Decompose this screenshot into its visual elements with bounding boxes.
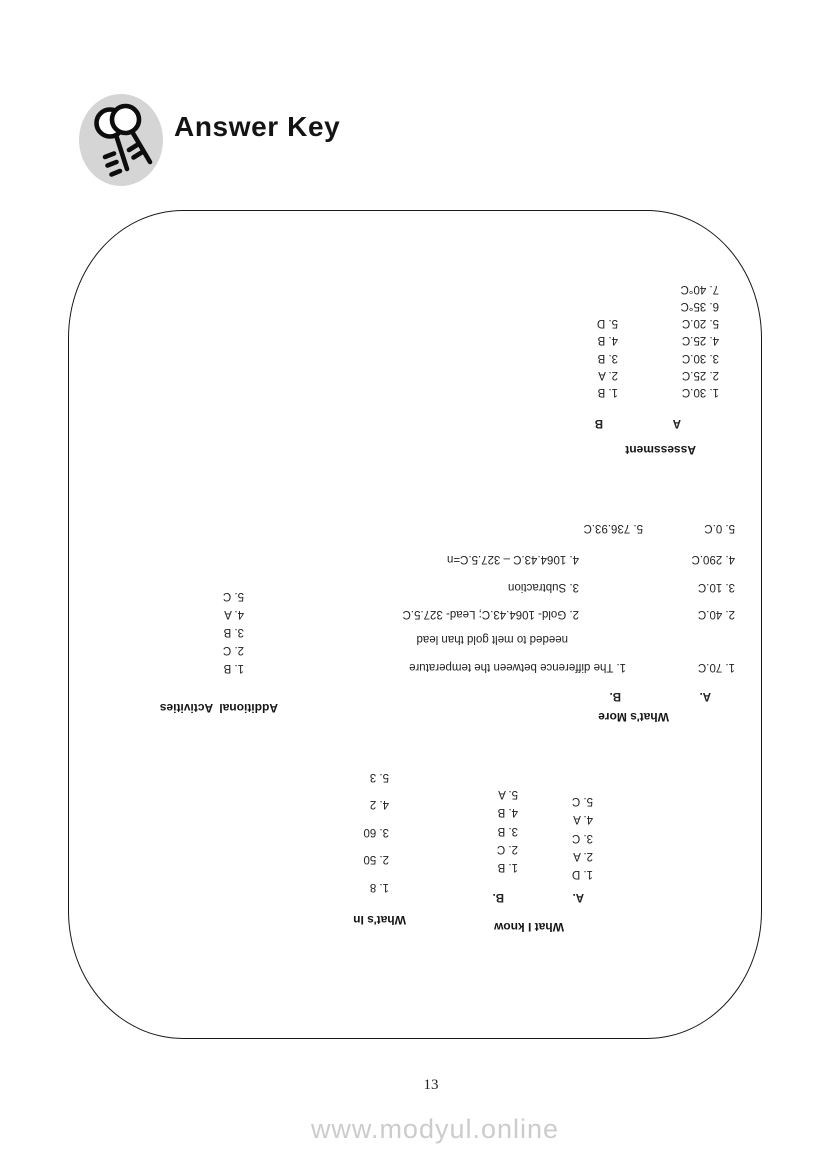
list-item: 5. D (596, 317, 618, 330)
answer-item: 5. 0.C (704, 522, 735, 534)
answer-item: 1. The difference between the temperature (409, 661, 626, 673)
column-a-label: A. (699, 690, 711, 702)
list-item: 5. 3 (369, 771, 389, 783)
section-title: Additional Activities (159, 701, 278, 715)
answer-item: 3. Subtraction (508, 581, 579, 593)
list-item: 3. B (597, 351, 618, 364)
answer-item: 4. 1064.43.C – 327.5.C=n (446, 553, 579, 565)
answers-column-a (681, 280, 719, 400)
answer-item: 2. 40.C (697, 608, 735, 620)
list-item: 3. 30.C (681, 351, 719, 364)
list-item: 4. A (224, 608, 244, 620)
watermark: www.modyul.online (310, 1114, 560, 1144)
keys-icon (79, 94, 163, 186)
page-title: Answer Key (174, 111, 341, 142)
upside-down-content (69, 211, 761, 1038)
list-item: 5. C (571, 795, 593, 808)
list-item: 4. A (573, 813, 593, 826)
list-item: 5. A (498, 788, 518, 801)
answer-item-continuation: needed to melt gold than lead (416, 633, 568, 645)
list-item: 7. 40°C (680, 282, 719, 295)
list-item: 4. B (497, 806, 518, 819)
list-item: 1. B (223, 662, 244, 674)
list-item: 4. 25.C (681, 334, 719, 347)
section-title: What I know (494, 920, 564, 934)
list-item: 1. B (497, 861, 518, 873)
list-item: 2. 50 (363, 853, 389, 866)
list-item: 4. 2 (369, 798, 389, 811)
list-item: 3. B (497, 824, 518, 837)
list-item: 1. 30.C (681, 386, 719, 398)
section-title: What's More (598, 710, 669, 724)
section-title: Assessment (625, 443, 696, 457)
column-a-label: A. (572, 891, 584, 903)
page-number: 13 (423, 1077, 439, 1093)
answer-item: 4. 290.C (691, 553, 735, 565)
answer-item: 2. Gold- 1064.43.C; Lead- 327.5.C (402, 608, 579, 620)
list-item: 2. A (598, 368, 618, 381)
column-a-label: A (672, 417, 681, 429)
answer-item: 1. 70.C (697, 661, 735, 673)
answer-item: 5. 736.93.C (583, 522, 643, 534)
list-item: 1. D (571, 868, 593, 880)
column-b-label: B. (492, 891, 504, 903)
list-item: 2. 25.C (681, 368, 719, 381)
list-item: 3. C (571, 831, 593, 844)
answers-column-a (572, 792, 593, 883)
answers-column-b (497, 785, 518, 876)
list-item: 1. B (597, 386, 618, 398)
list-item: 5. 20.C (681, 317, 719, 330)
list-item: 1. 8 (369, 881, 389, 893)
list-item: 2. A (573, 849, 593, 862)
answers-column-b (597, 314, 618, 400)
list-item: 5. C (222, 590, 244, 602)
column-b-label: B (594, 417, 603, 429)
list-item: 6. 35°C (680, 299, 719, 312)
list-item: 2. C (496, 842, 518, 855)
section-title: What's In (353, 913, 406, 927)
list-item: 3. B (223, 626, 244, 638)
answer-box (68, 210, 762, 1039)
answers-list (363, 763, 389, 901)
column-b-label: B. (609, 690, 621, 702)
answers-list (223, 587, 244, 677)
list-item: 2. C (222, 644, 244, 656)
list-item: 4. B (597, 334, 618, 347)
answer-item: 3. 10.C (697, 581, 735, 593)
list-item: 3. 60 (363, 826, 389, 838)
